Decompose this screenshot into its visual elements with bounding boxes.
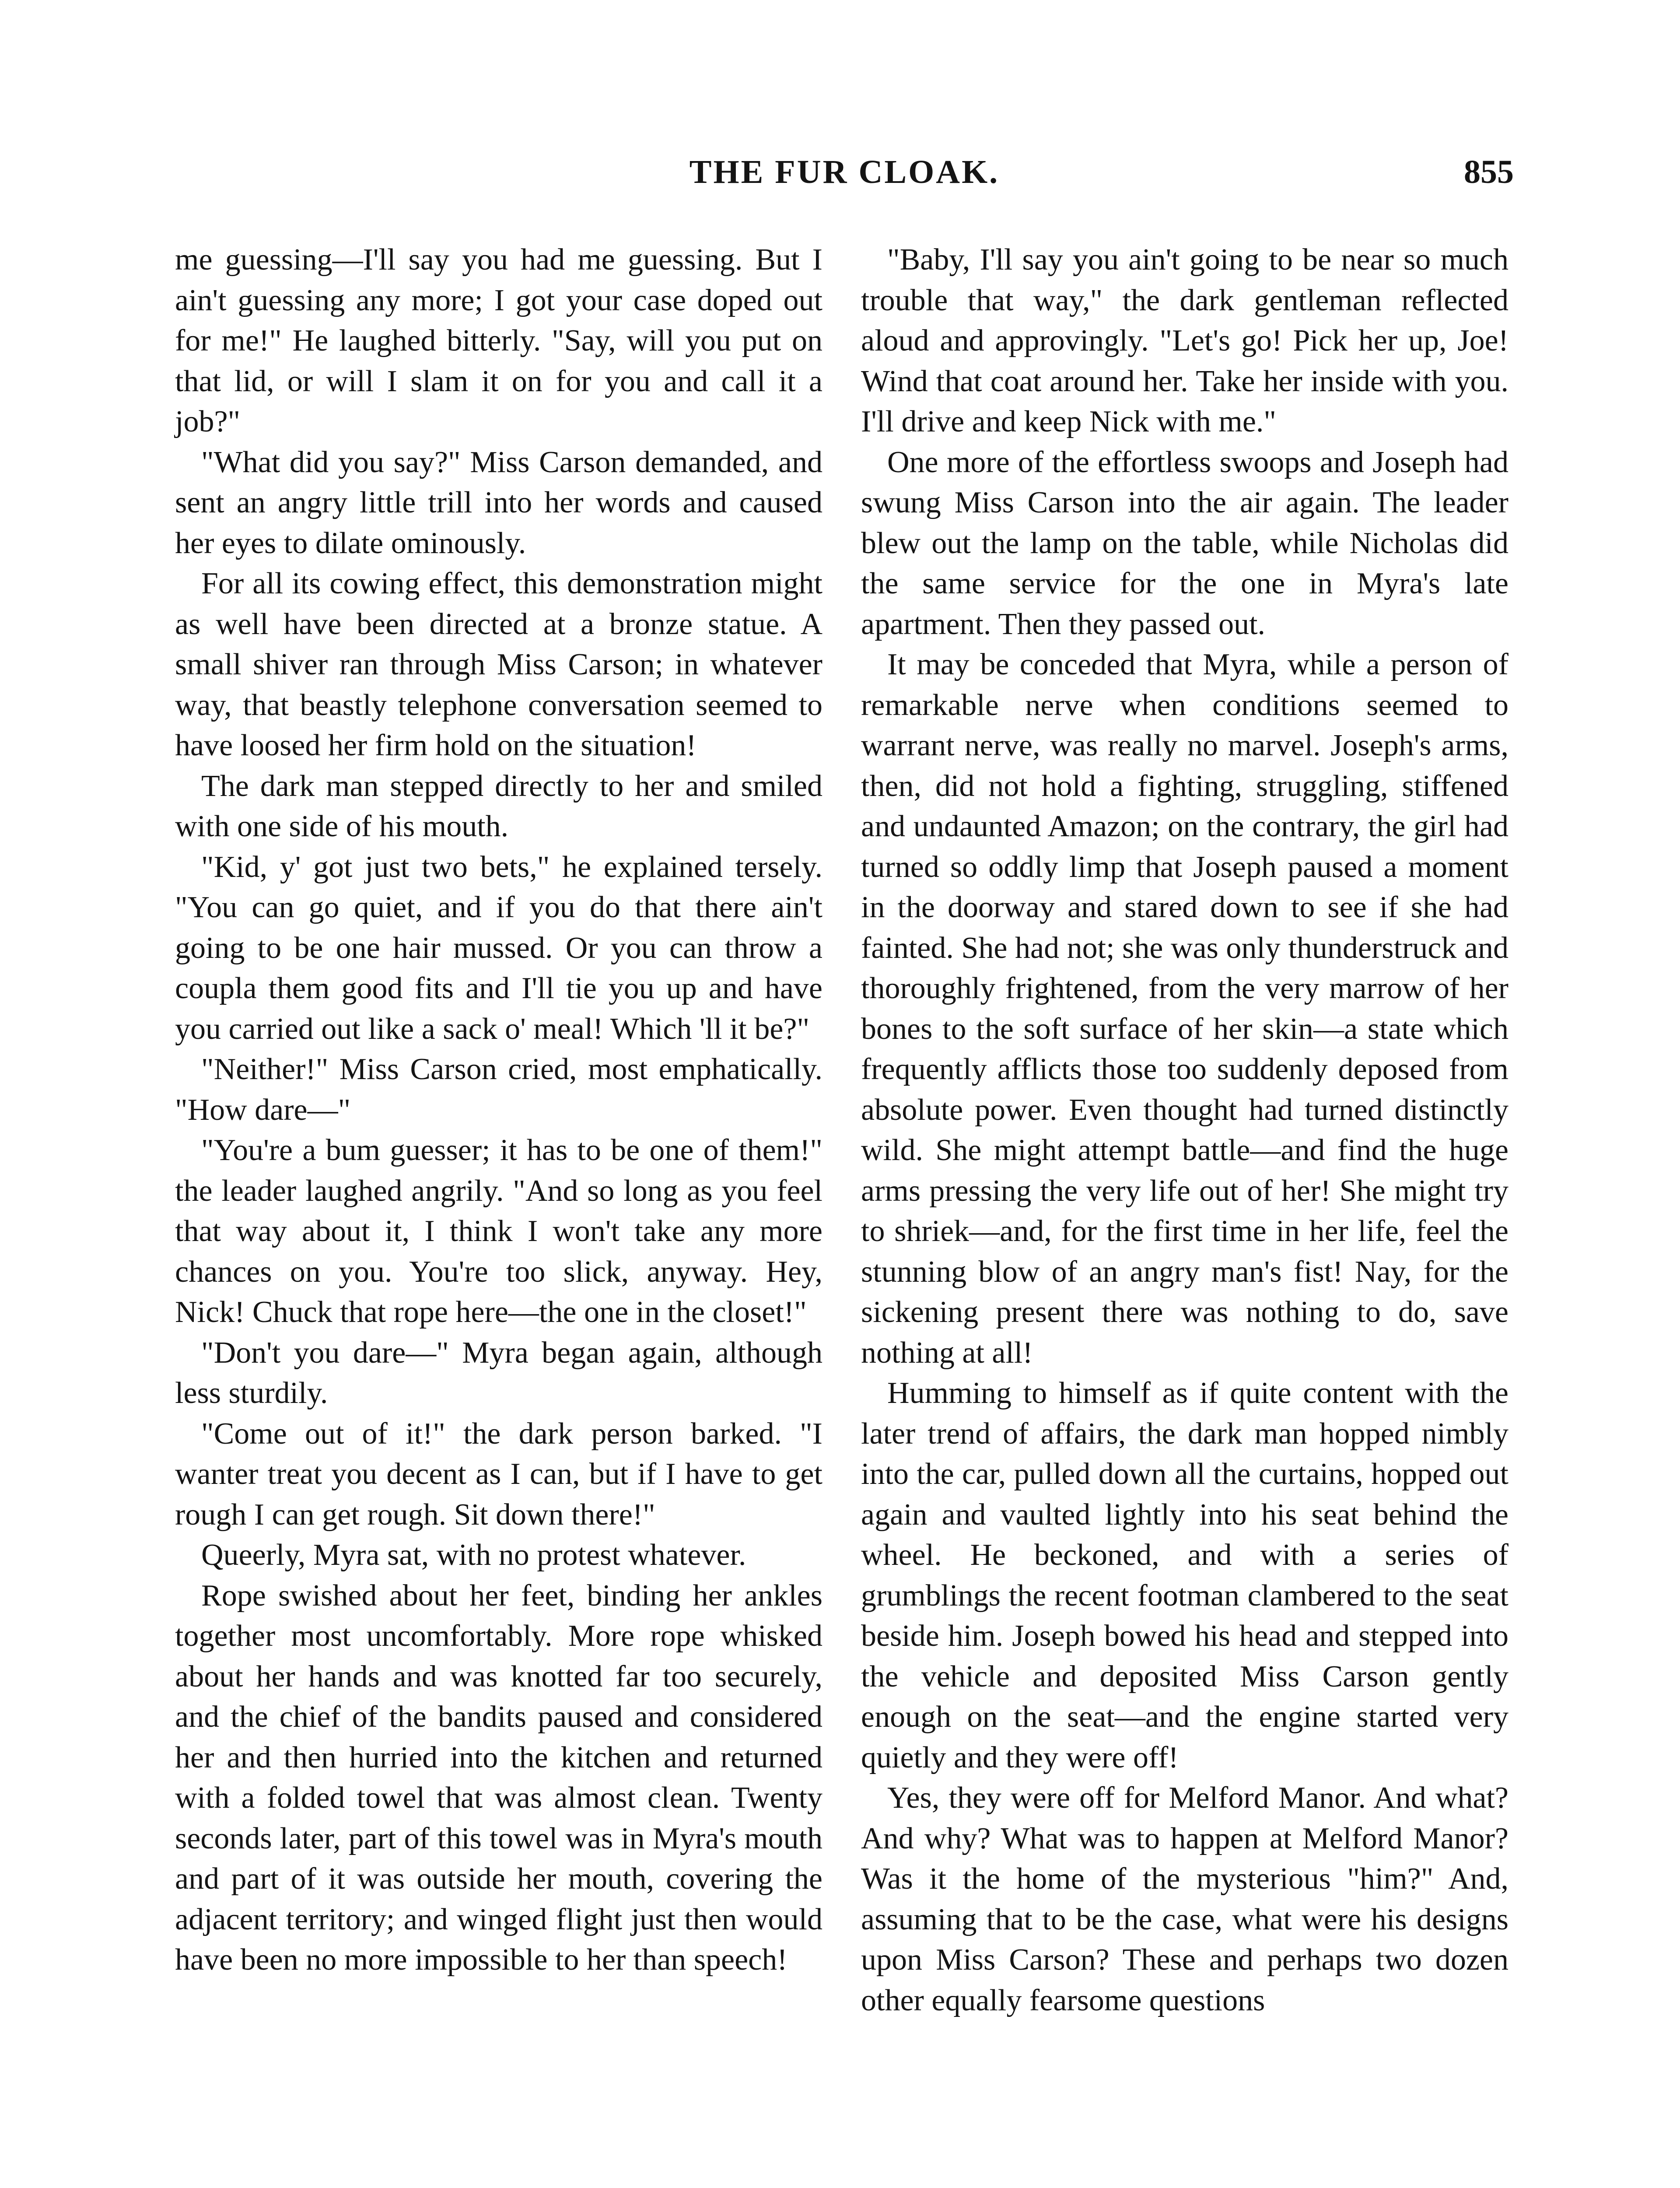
paragraph: "What did you say?" Miss Carson demanded, and sent an angry little trill into her words and caused her eyes to dilate ominously. bbox=[175, 445, 822, 560]
paragraph: Humming to himself as if quite content with the later trend of affairs, the dark man hopped nimbly into the car, pulled down all the curtains, hopped out again and vaulted lightly into his seat behind the wheel. He beckoned, and with a series of grumblings the recent footman clambered to the seat beside him. Joseph bowed his head and stepped into the vehicle and deposited Miss Carson gently enough on the seat—and the engine started very quietly and they were off! bbox=[861, 1376, 1508, 1774]
page-header bbox=[175, 149, 1514, 206]
paragraph: It may be conceded that Myra, while a person of remarkable nerve when conditions seemed to warrant nerve, was really no marvel. Joseph's arms, then, did not hold a fighting, struggling, stiffened and undaunted Amazon; on the contrary, the girl had turned so oddly limp that Joseph paused a moment in the doorway and stared down to see if she had fainted. She had not; she was only thunderstruck and thoroughly frightened, from the very marrow of her bones to the soft surface of her skin—a state which frequently afflicts those too suddenly deposed from absolute power. Even thought had turned distinctly wild. She might attempt battle—and find the huge arms pressing the very life out of her! She might try to shriek—and, for the first time in her life, feel the stunning blow of an angry man's fist! Nay, for the sickening present there was nothing to do, save nothing at all! bbox=[861, 648, 1508, 1370]
paragraph: Rope swished about her feet, binding her ankles together most uncomfortably. More rope whisked about her hands and was knotted far too securely, and the chief of the bandits paused and considered her and then hurried into the kitchen and returned with a folded towel that was almost clean. Twenty seconds later, part of this towel was in Myra's mouth and part of it was outside her mouth, covering the adjacent territory; and winged flight just then would have been no more impossible to her than speech! bbox=[175, 1578, 822, 1977]
paragraph: "You're a bum guesser; it has to be one of them!" the leader laughed angrily. "And so long as you feel that way about it, I think I won't take any more chances on you. You're too slick, anyway. Hey, Nick! Chuck that rope here—the one in the closet!" bbox=[175, 1133, 822, 1329]
paragraph: Queerly, Myra sat, with no protest whatever. bbox=[201, 1538, 746, 1572]
paragraph: "Don't you dare—" Myra began again, although less sturdily. bbox=[175, 1336, 822, 1410]
paragraph: Yes, they were off for Melford Manor. And what? And why? What was to happen at Melford Manor? Was it the home of the mysterious "him?" And, assuming that to be the case, what were his designs upon Miss Carson? These and perhaps two dozen other equally fearsome questions bbox=[861, 1781, 1508, 2017]
right-column bbox=[861, 240, 1508, 2021]
paragraph: "Come out of it!" the dark person barked. "I wanter treat you decent as I can, but if I have to get rough I can get rough. Sit down there!" bbox=[175, 1417, 822, 1532]
paragraph: For all its cowing effect, this demonstration might as well have been directed at a bronze statue. A small shiver ran through Miss Carson; in whatever way, that beastly telephone conversation seemed to have loosed her firm hold on the situation! bbox=[175, 567, 822, 762]
paragraph: The dark man stepped directly to her and smiled with one side of his mouth. bbox=[175, 769, 822, 843]
paragraph: "Neither!" Miss Carson cried, most emphatically. "How dare—" bbox=[175, 1052, 822, 1127]
paragraph: me guessing—I'll say you had me guessing. But I ain't guessing any more; I got your case doped out for me!" He laughed bitterly. "Say, will you put on that lid, or will I slam it on for you and call it a job?" bbox=[175, 243, 822, 438]
paragraph: One more of the effortless swoops and Joseph had swung Miss Carson into the air again. The leader blew out the lamp on the table, while Nicholas did the same service for the one in Myra's late apartment. Then they passed out. bbox=[861, 445, 1508, 641]
paragraph: "Kid, y' got just two bets," he explained tersely. "You can go quiet, and if you do that there ain't going to be one hair mussed. Or you can throw a coupla them good fits and I'll tie you up and have you carried out like a sack o' meal! Which 'll it be?" bbox=[175, 850, 822, 1046]
paragraph: "Baby, I'll say you ain't going to be near so much trouble that way," the dark gentleman reflected aloud and approvingly. "Let's go! Pick her up, Joe! Wind that coat around her. Take her inside with you. I'll drive and keep Nick with me." bbox=[861, 243, 1508, 438]
running-title: THE FUR CLOAK. bbox=[689, 154, 1000, 190]
left-column bbox=[175, 240, 822, 1981]
page-number: 855 bbox=[1464, 154, 1514, 190]
